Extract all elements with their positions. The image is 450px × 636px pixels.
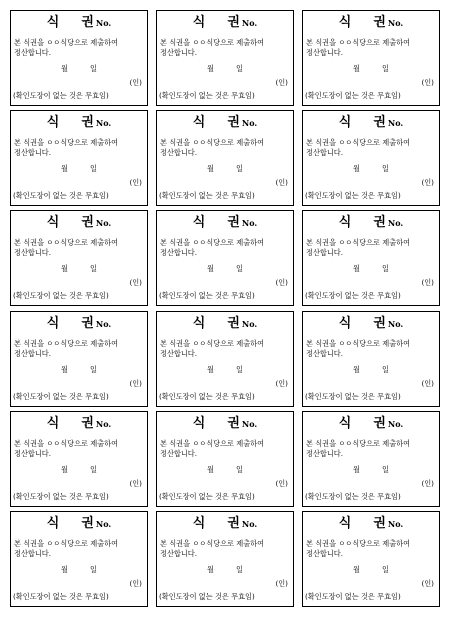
ticket-number-label: No. <box>241 519 258 529</box>
title-char-1: 식 <box>338 416 352 431</box>
ticket-date <box>303 164 439 174</box>
ticket-number-label: No. <box>241 18 258 28</box>
validity-note: (확인도장이 없는 것은 무효임) <box>159 91 255 100</box>
ticket-date <box>303 365 439 375</box>
seal-label: (인) <box>275 78 288 87</box>
title-char-2: 권 <box>373 316 386 331</box>
title-char-2: 권 <box>373 516 386 531</box>
validity-note: (확인도장이 없는 것은 무효임) <box>13 191 109 200</box>
meal-ticket <box>10 10 148 106</box>
seal-label: (인) <box>129 379 142 388</box>
seal-label: (인) <box>421 379 434 388</box>
month-label: 월 <box>61 64 68 73</box>
meal-ticket <box>156 511 294 607</box>
ticket-number-label: No. <box>241 118 258 128</box>
title-char-2: 권 <box>373 416 386 431</box>
ticket-date <box>157 64 293 74</box>
ticket-body: 본 식권을 ㅇㅇ식당으로 제출하여 정산합니다. <box>306 238 413 257</box>
ticket-title <box>11 115 147 131</box>
title-char-1: 식 <box>46 115 60 130</box>
title-char-1: 식 <box>338 516 352 531</box>
ticket-body: 본 식권을 ㅇㅇ식당으로 제출하여 정산합니다. <box>306 539 413 558</box>
ticket-title <box>157 15 293 31</box>
seal-label: (인) <box>129 579 142 588</box>
ticket-date <box>11 264 147 274</box>
month-label: 월 <box>207 164 214 173</box>
title-char-1: 식 <box>46 416 60 431</box>
ticket-body: 본 식권을 ㅇㅇ식당으로 제출하여 정산합니다. <box>14 439 121 458</box>
title-char-1: 식 <box>338 15 352 30</box>
month-label: 월 <box>207 365 214 374</box>
month-label: 월 <box>353 164 360 173</box>
day-label: 일 <box>236 164 243 173</box>
validity-note: (확인도장이 없는 것은 무효임) <box>305 191 401 200</box>
ticket-number-label: No. <box>387 118 404 128</box>
validity-note: (확인도장이 없는 것은 무효임) <box>305 291 401 300</box>
title-char-1: 식 <box>192 215 206 230</box>
title-char-1: 식 <box>46 516 60 531</box>
ticket-date <box>157 365 293 375</box>
day-label: 일 <box>382 465 389 474</box>
ticket-body: 본 식권을 ㅇㅇ식당으로 제출하여 정산합니다. <box>160 539 267 558</box>
meal-ticket <box>156 110 294 206</box>
day-label: 일 <box>382 264 389 273</box>
ticket-body: 본 식권을 ㅇㅇ식당으로 제출하여 정산합니다. <box>306 439 413 458</box>
ticket-body: 본 식권을 ㅇㅇ식당으로 제출하여 정산합니다. <box>160 38 267 57</box>
validity-note: (확인도장이 없는 것은 무효임) <box>13 592 109 601</box>
validity-note: (확인도장이 없는 것은 무효임) <box>159 291 255 300</box>
ticket-number-label: No. <box>241 218 258 228</box>
day-label: 일 <box>90 465 97 474</box>
day-label: 일 <box>90 64 97 73</box>
ticket-body: 본 식권을 ㅇㅇ식당으로 제출하여 정산합니다. <box>14 38 121 57</box>
seal-label: (인) <box>275 379 288 388</box>
ticket-number-label: No. <box>95 18 112 28</box>
title-char-1: 식 <box>192 516 206 531</box>
ticket-title <box>11 416 147 432</box>
ticket-title <box>11 215 147 231</box>
month-label: 월 <box>207 465 214 474</box>
validity-note: (확인도장이 없는 것은 무효임) <box>305 492 401 501</box>
ticket-title <box>157 215 293 231</box>
ticket-body: 본 식권을 ㅇㅇ식당으로 제출하여 정산합니다. <box>14 238 121 257</box>
ticket-number-label: No. <box>387 319 404 329</box>
ticket-number-label: No. <box>387 519 404 529</box>
validity-note: (확인도장이 없는 것은 무효임) <box>13 492 109 501</box>
meal-ticket <box>302 311 440 407</box>
seal-label: (인) <box>129 178 142 187</box>
month-label: 월 <box>61 164 68 173</box>
meal-ticket <box>302 210 440 306</box>
day-label: 일 <box>236 565 243 574</box>
seal-label: (인) <box>421 479 434 488</box>
ticket-number-label: No. <box>387 18 404 28</box>
month-label: 월 <box>61 264 68 273</box>
month-label: 월 <box>353 264 360 273</box>
seal-label: (인) <box>421 579 434 588</box>
ticket-body: 본 식권을 ㅇㅇ식당으로 제출하여 정산합니다. <box>160 339 267 358</box>
ticket-number-label: No. <box>95 519 112 529</box>
validity-note: (확인도장이 없는 것은 무효임) <box>13 91 109 100</box>
month-label: 월 <box>207 264 214 273</box>
seal-label: (인) <box>421 178 434 187</box>
day-label: 일 <box>236 365 243 374</box>
day-label: 일 <box>236 64 243 73</box>
validity-note: (확인도장이 없는 것은 무효임) <box>159 492 255 501</box>
title-char-1: 식 <box>338 215 352 230</box>
title-char-1: 식 <box>192 15 206 30</box>
day-label: 일 <box>90 264 97 273</box>
meal-ticket <box>10 411 148 507</box>
ticket-date <box>11 465 147 475</box>
meal-ticket <box>10 311 148 407</box>
title-char-1: 식 <box>338 115 352 130</box>
title-char-1: 식 <box>338 316 352 331</box>
ticket-body: 본 식권을 ㅇㅇ식당으로 제출하여 정산합니다. <box>306 339 413 358</box>
meal-ticket <box>10 511 148 607</box>
title-char-2: 권 <box>227 115 240 130</box>
ticket-body: 본 식권을 ㅇㅇ식당으로 제출하여 정산합니다. <box>14 339 121 358</box>
ticket-title <box>303 316 439 332</box>
seal-label: (인) <box>275 479 288 488</box>
ticket-number-label: No. <box>95 419 112 429</box>
validity-note: (확인도장이 없는 것은 무효임) <box>305 592 401 601</box>
month-label: 월 <box>61 365 68 374</box>
ticket-body: 본 식권을 ㅇㅇ식당으로 제출하여 정산합니다. <box>306 38 413 57</box>
ticket-body: 본 식권을 ㅇㅇ식당으로 제출하여 정산합니다. <box>306 138 413 157</box>
ticket-number-label: No. <box>387 419 404 429</box>
ticket-title <box>11 316 147 332</box>
title-char-2: 권 <box>373 115 386 130</box>
ticket-body: 본 식권을 ㅇㅇ식당으로 제출하여 정산합니다. <box>14 539 121 558</box>
ticket-title <box>303 115 439 131</box>
ticket-title <box>11 516 147 532</box>
title-char-1: 식 <box>192 115 206 130</box>
title-char-2: 권 <box>227 15 240 30</box>
meal-ticket <box>156 311 294 407</box>
ticket-date <box>303 64 439 74</box>
day-label: 일 <box>236 264 243 273</box>
ticket-title <box>303 416 439 432</box>
month-label: 월 <box>353 465 360 474</box>
day-label: 일 <box>90 565 97 574</box>
title-char-1: 식 <box>192 316 206 331</box>
meal-ticket <box>302 10 440 106</box>
title-char-1: 식 <box>46 215 60 230</box>
validity-note: (확인도장이 없는 것은 무효임) <box>305 392 401 401</box>
month-label: 월 <box>61 465 68 474</box>
ticket-body: 본 식권을 ㅇㅇ식당으로 제출하여 정산합니다. <box>14 138 121 157</box>
ticket-number-label: No. <box>241 419 258 429</box>
meal-ticket <box>302 411 440 507</box>
ticket-number-label: No. <box>387 218 404 228</box>
meal-ticket <box>156 10 294 106</box>
title-char-2: 권 <box>373 15 386 30</box>
ticket-number-label: No. <box>95 118 112 128</box>
ticket-number-label: No. <box>95 319 112 329</box>
validity-note: (확인도장이 없는 것은 무효임) <box>13 392 109 401</box>
title-char-2: 권 <box>81 316 94 331</box>
ticket-title <box>157 416 293 432</box>
ticket-date <box>303 264 439 274</box>
title-char-2: 권 <box>81 516 94 531</box>
month-label: 월 <box>353 565 360 574</box>
ticket-title <box>303 215 439 231</box>
ticket-date <box>157 264 293 274</box>
day-label: 일 <box>236 465 243 474</box>
day-label: 일 <box>382 365 389 374</box>
validity-note: (확인도장이 없는 것은 무효임) <box>159 392 255 401</box>
meal-ticket <box>10 110 148 206</box>
validity-note: (확인도장이 없는 것은 무효임) <box>159 592 255 601</box>
ticket-body: 본 식권을 ㅇㅇ식당으로 제출하여 정산합니다. <box>160 138 267 157</box>
title-char-2: 권 <box>81 15 94 30</box>
month-label: 월 <box>353 365 360 374</box>
ticket-date <box>303 465 439 475</box>
ticket-number-label: No. <box>241 319 258 329</box>
ticket-title <box>157 516 293 532</box>
seal-label: (인) <box>129 278 142 287</box>
ticket-date <box>157 164 293 174</box>
title-char-2: 권 <box>227 516 240 531</box>
ticket-body: 본 식권을 ㅇㅇ식당으로 제출하여 정산합니다. <box>160 439 267 458</box>
ticket-title <box>303 516 439 532</box>
title-char-1: 식 <box>46 316 60 331</box>
seal-label: (인) <box>275 278 288 287</box>
seal-label: (인) <box>421 78 434 87</box>
title-char-2: 권 <box>227 215 240 230</box>
ticket-title <box>157 115 293 131</box>
ticket-date <box>303 565 439 575</box>
validity-note: (확인도장이 없는 것은 무효임) <box>159 191 255 200</box>
month-label: 월 <box>353 64 360 73</box>
title-char-2: 권 <box>81 416 94 431</box>
ticket-date <box>11 365 147 375</box>
validity-note: (확인도장이 없는 것은 무효임) <box>305 91 401 100</box>
month-label: 월 <box>61 565 68 574</box>
title-char-2: 권 <box>227 316 240 331</box>
meal-ticket <box>156 411 294 507</box>
ticket-date <box>11 565 147 575</box>
title-char-1: 식 <box>46 15 60 30</box>
meal-ticket <box>156 210 294 306</box>
title-char-2: 권 <box>227 416 240 431</box>
title-char-2: 권 <box>81 215 94 230</box>
seal-label: (인) <box>129 479 142 488</box>
ticket-date <box>11 164 147 174</box>
title-char-2: 권 <box>81 115 94 130</box>
day-label: 일 <box>90 164 97 173</box>
ticket-date <box>11 64 147 74</box>
validity-note: (확인도장이 없는 것은 무효임) <box>13 291 109 300</box>
seal-label: (인) <box>421 278 434 287</box>
ticket-title <box>157 316 293 332</box>
day-label: 일 <box>382 164 389 173</box>
seal-label: (인) <box>129 78 142 87</box>
title-char-1: 식 <box>192 416 206 431</box>
day-label: 일 <box>90 365 97 374</box>
meal-ticket <box>302 511 440 607</box>
seal-label: (인) <box>275 178 288 187</box>
day-label: 일 <box>382 64 389 73</box>
day-label: 일 <box>382 565 389 574</box>
ticket-date <box>157 565 293 575</box>
month-label: 월 <box>207 64 214 73</box>
meal-ticket <box>302 110 440 206</box>
ticket-body: 본 식권을 ㅇㅇ식당으로 제출하여 정산합니다. <box>160 238 267 257</box>
ticket-title <box>11 15 147 31</box>
ticket-title <box>303 15 439 31</box>
ticket-date <box>157 465 293 475</box>
ticket-number-label: No. <box>95 218 112 228</box>
title-char-2: 권 <box>373 215 386 230</box>
month-label: 월 <box>207 565 214 574</box>
seal-label: (인) <box>275 579 288 588</box>
meal-ticket <box>10 210 148 306</box>
